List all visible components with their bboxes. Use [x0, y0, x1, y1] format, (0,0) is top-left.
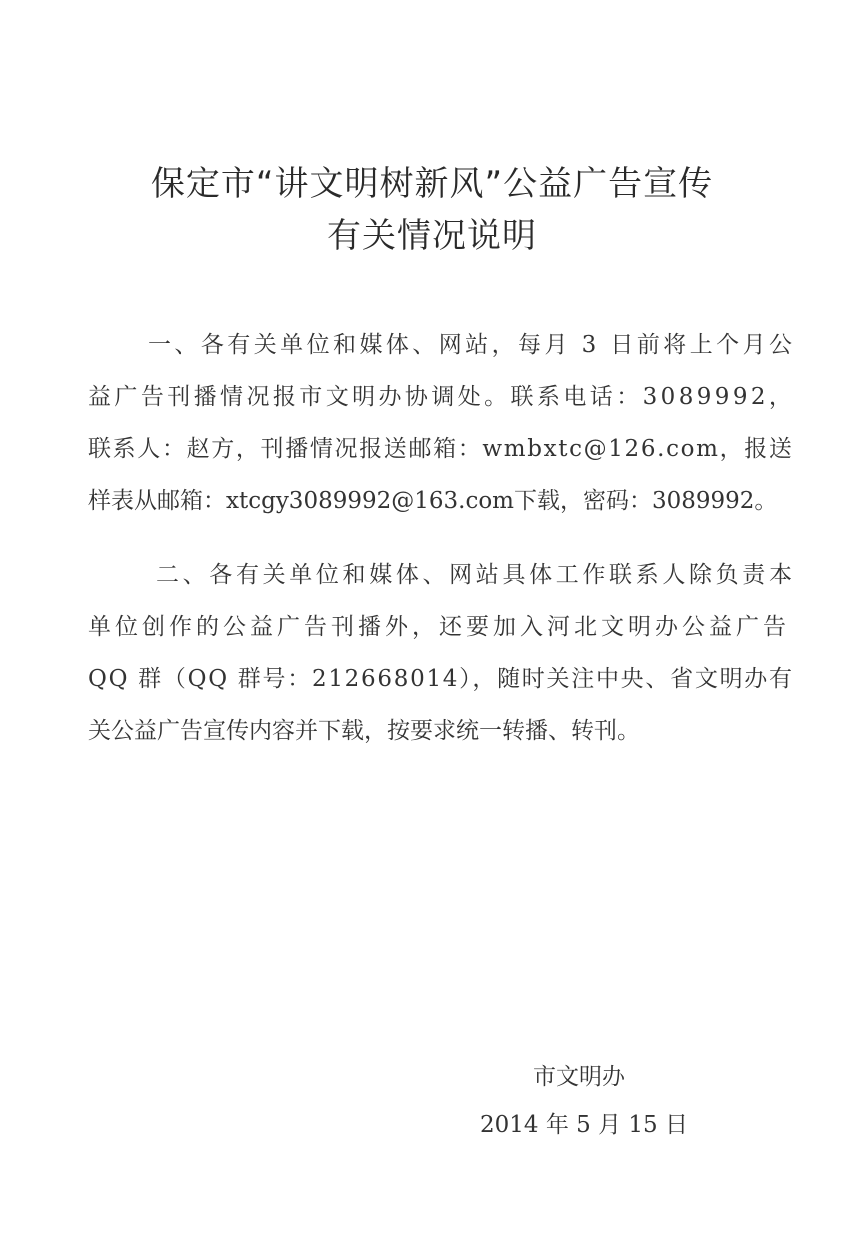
document-title-line-2: 有关情况说明	[327, 216, 537, 256]
paragraph-2-line-2: 单位创作的公益广告刊播外，还要加入河北文明办公益广告	[88, 614, 790, 640]
paragraph-1-line-4: 样表从邮箱：xtcgy3089992@163.com下载，密码：3089992。	[88, 488, 778, 514]
paragraph-2-line-1: 二、各有关单位和媒体、网站具体工作联系人除负责本	[156, 562, 796, 588]
paragraph-2-line-3: QQ 群（QQ 群号：212668014），随时关注中央、省文明办有	[88, 666, 794, 692]
paragraph-1-line-2: 益广告刊播情况报市文明办协调处。联系电话：3089992，	[88, 384, 796, 410]
paragraph-2-line-4: 关公益广告宣传内容并下载，按要求统一转播、转刊。	[88, 718, 640, 744]
paragraph-1-line-1: 一、各有关单位和媒体、网站，每月 3 日前将上个月公	[148, 332, 796, 358]
document-title-line-1: 保定市“讲文明树新风”公益广告宣传	[150, 164, 714, 204]
signature-organization: 市文明办	[533, 1064, 625, 1090]
paragraph-1-line-3: 联系人：赵方，刊播情况报送邮箱：wmbxtc@126.com，报送	[88, 436, 794, 462]
signature-date: 2014 年 5 月 15 日	[480, 1112, 688, 1138]
